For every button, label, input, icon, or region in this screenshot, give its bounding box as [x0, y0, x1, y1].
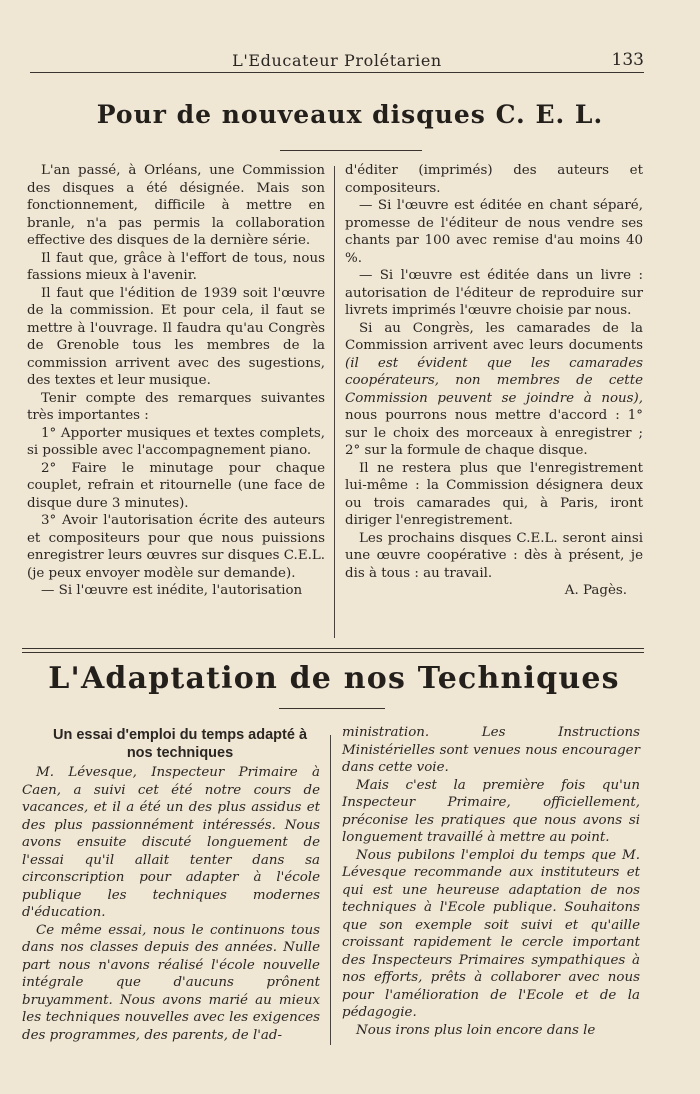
paragraph: — Si l'œuvre est éditée dans un livre : autorisation de l'éditeur de reproduire sur livrets imprimés l'œuvre choisie par nous.	[345, 268, 643, 318]
paragraph: ministration. Les Instructions Ministérielles sont venues nous encourager dans cette voie.	[342, 725, 640, 775]
page-number: 133	[611, 50, 644, 70]
title-underline	[279, 708, 385, 709]
article2-title: L'Adaptation de nos Techniques	[48, 661, 620, 696]
article2-right-column	[342, 724, 640, 1039]
article1-title: Pour de nouveaux disques C. E. L.	[96, 100, 604, 129]
paragraph: Il faut que l'édition de 1939 soit l'œuvre de la commission. Et pour cela, il faut se mettre à l'ouvrage. Il faudra qu'au Congrès de Grenoble tous les membres de la commission arrivent avec des sugestions, des textes et leur musique.	[27, 285, 325, 388]
paragraph: — Si l'œuvre est inédite, l'autorisation	[41, 583, 303, 598]
article2-subheading: Un essai d'emploi du temps adapté à nos techniques	[52, 727, 308, 761]
paragraph: Tenir compte des remarques suivantes très importantes :	[27, 390, 325, 423]
paragraph: Nous pubilons l'emploi du temps que M. Lévesque recommande aux instituteurs et qui est une heureuse adaptation de nos techniques à l'Ecole publique. Souhaitons que son exemple soit suivi et qu'aille croissant rapidement le cercle important des Inspecteurs Primaires sympathiques à nos efforts, prêts à collaborer avec nous pour l'amélioration de l'Ecole et de la pédagogie.	[342, 847, 640, 1020]
journal-name: L'Educateur Prolétarien	[232, 51, 442, 70]
congress-text: Si au Congrès, les camarades de la Commission arrivent avec leurs documents	[345, 320, 643, 353]
paragraph: 2° Faire le minutage pour chaque couplet, refrain et ritournelle (une face de disque dure 3 minutes).	[27, 460, 325, 511]
title-underline	[280, 150, 422, 151]
paragraph: Mais c'est la première fois qu'un Inspecteur Primaire, officiellement, préconise les pratiques que nous avons si longuement travaillé à mettre au point.	[342, 777, 640, 845]
article1-right-column	[345, 162, 643, 600]
article2-left-column	[22, 764, 320, 1044]
section-separator	[22, 648, 644, 653]
paragraph	[345, 320, 643, 460]
congress-italic-text: (il est évident que les camarades coopérateurs, non membres de cette Commission peuvent se joindre à nous),	[345, 355, 643, 406]
paragraph: 1° Apporter musiques et textes complets, si possible avec l'accompagnement piano.	[27, 425, 325, 458]
paragraph: Ce même essai, nous le continuons tous dans nos classes depuis des années. Nulle part nous n'avons réalisé l'école nouvelle intégrale que d'aucuns prônent bruyamment. Nous avons marié au mieux les techniques nouvelles avec les exigences des programmes, des parents, de l'ad-	[22, 922, 320, 1043]
paragraph: Il faut que, grâce à l'effort de tous, nous fassions mieux à l'avenir.	[27, 250, 325, 283]
paragraph: Les prochains disques C.E.L. seront ainsi une œuvre coopérative : dès à présent, je dis à tous : au travail.	[345, 530, 643, 581]
running-head	[30, 48, 644, 73]
paragraph: d'éditer (imprimés) des auteurs et compositeurs.	[345, 163, 643, 196]
paragraph: Il ne restera plus que l'enregistrement lui-même : la Commission désignera deux ou trois camarades qui, à Paris, iront diriger l'enregistrement.	[345, 460, 643, 528]
paragraph: 3° Avoir l'autorisation écrite des auteurs et compositeurs pour que nous puissions enregistrer leurs œuvres sur disques C.E.L. (je peux envoyer modèle sur demande).	[27, 513, 325, 581]
paragraph: L'an passé, à Orléans, une Commission des disques a été désignée. Mais son fonctionnement, difficile à mettre en branle, n'a pas permis la collaboration effective des disques de la dernière série.	[27, 163, 325, 248]
column-divider	[334, 166, 335, 638]
column-divider	[330, 735, 331, 1045]
paragraph: M. Lévesque, Inspecteur Primaire à Caen, a suivi cet été notre cours de vacances, et il a été un des plus assidus et des plus passionnément intéressés. Nous avons ensuite discuté longuement de l'essai qu'il allait tenter dans sa circonscription pour adapter à l'école publique les techniques modernes d'éducation.	[22, 765, 320, 920]
paragraph: — Si l'œuvre est éditée en chant séparé, promesse de l'éditeur de nous vendre ses chants par 100 avec remise d'au moins 40 %.	[345, 198, 643, 266]
signature: A. Pagès.	[564, 583, 627, 598]
article1-left-column	[27, 162, 325, 600]
congress-text-end: nous pourrons nous mettre d'accord : 1° sur le choix des morceaux à enregistrer ; 2° sur la formule de chaque disque.	[345, 408, 643, 458]
paragraph: Nous irons plus loin encore dans le	[356, 1022, 596, 1038]
